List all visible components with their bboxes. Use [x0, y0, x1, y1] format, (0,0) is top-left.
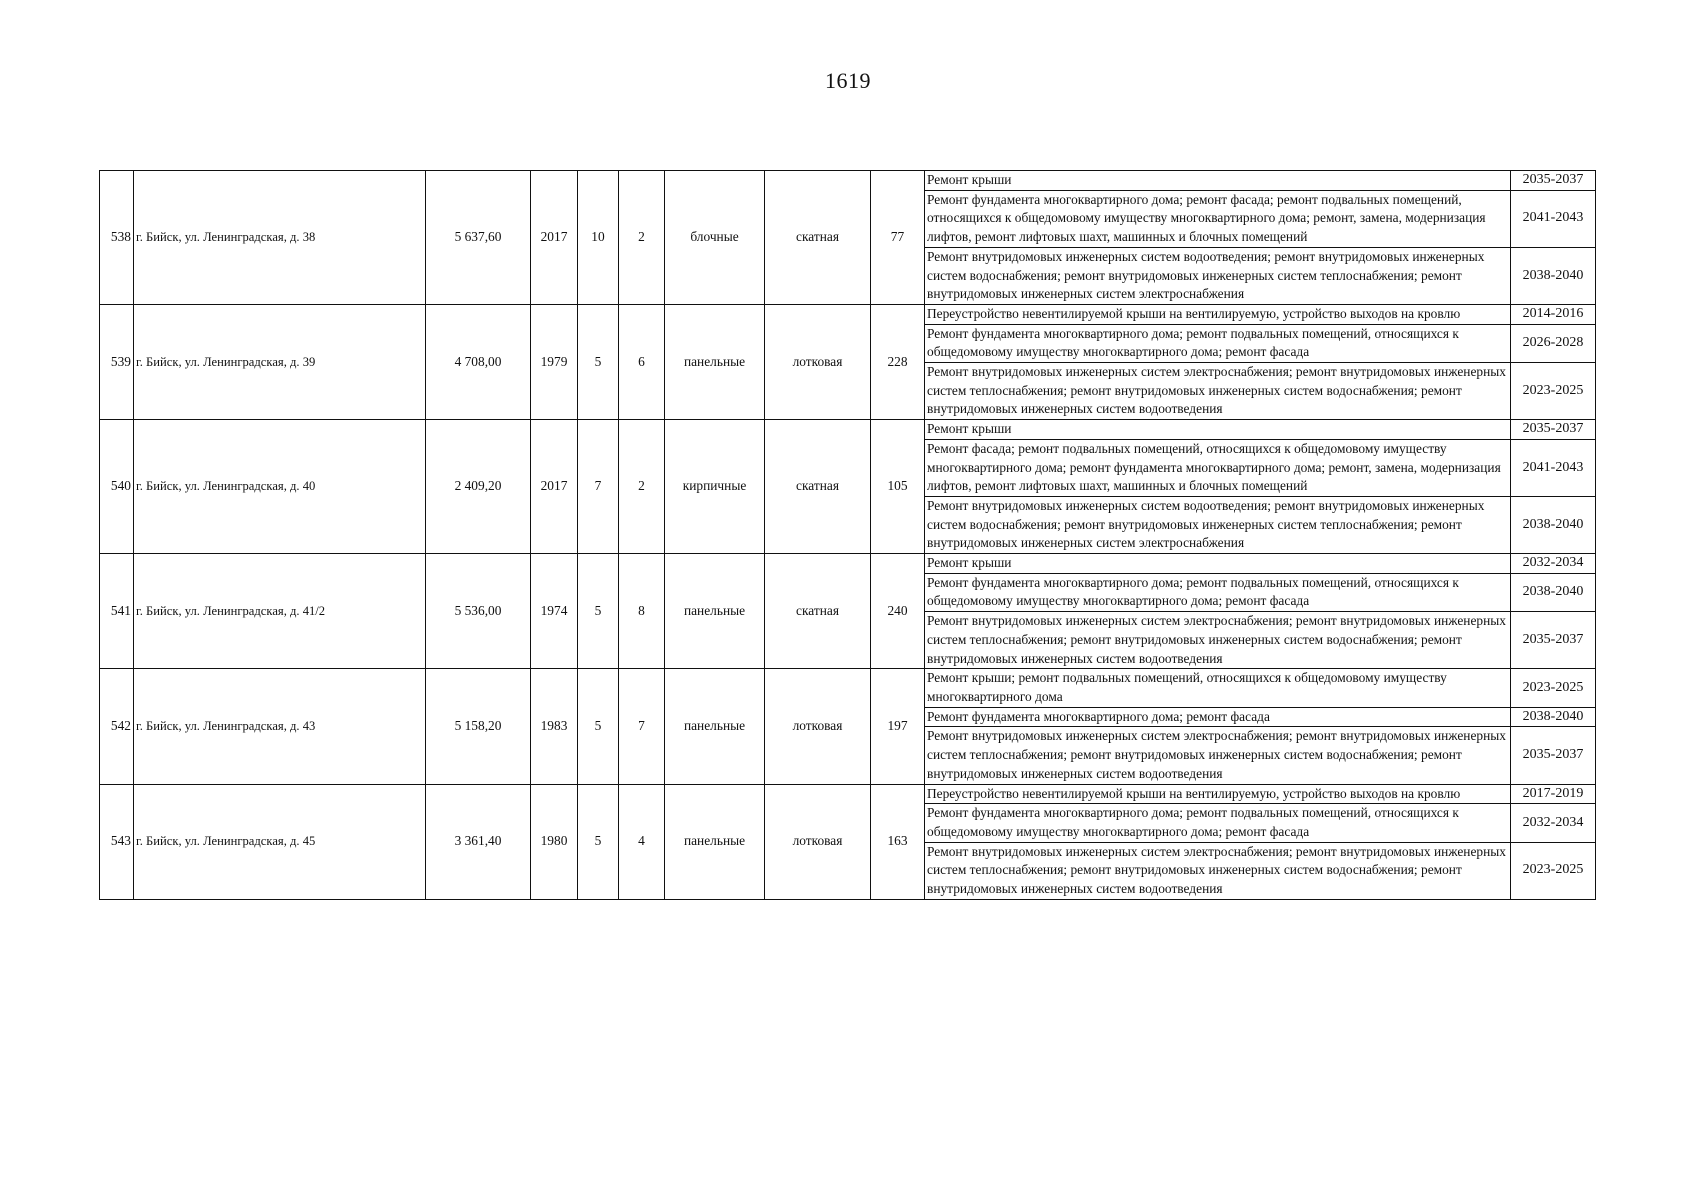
entrances-cell: 8: [619, 554, 665, 669]
work-description-cell: Ремонт фундамента многоквартирного дома; ремонт подвальных помещений, относящихся к общедомовому имуществу многоквартирного дома; ремонт фасада: [925, 324, 1511, 362]
work-period-cell: 2014-2016: [1511, 304, 1596, 324]
entrances-cell: 4: [619, 784, 665, 899]
work-description-cell: Ремонт фасада; ремонт подвальных помещений, относящихся к общедомовому имуществу многоквартирного дома; ремонт фундамента многоквартирного дома; ремонт, замена, модернизация лифтов, ремонт лифтовых шахт, машинных и блочных помещений: [925, 439, 1511, 496]
year-cell: 1979: [531, 304, 578, 419]
entrances-cell: 7: [619, 669, 665, 784]
work-description-cell: Переустройство невентилируемой крыши на вентилируемую, устройство выходов на кровлю: [925, 304, 1511, 324]
work-period-cell: 2035-2037: [1511, 171, 1596, 191]
work-description-cell: Ремонт фундамента многоквартирного дома; ремонт фасада: [925, 707, 1511, 727]
roof-type-cell: лотковая: [765, 669, 871, 784]
year-cell: 1983: [531, 669, 578, 784]
address-cell: г. Бийск, ул. Ленинградская, д. 43: [134, 669, 426, 784]
row-number: 543: [100, 784, 134, 899]
work-period-cell: 2032-2034: [1511, 804, 1596, 842]
table-row: [100, 420, 1596, 440]
wall-material-cell: панельные: [665, 554, 765, 669]
work-description-cell: Ремонт внутридомовых инженерных систем электроснабжения; ремонт внутридомовых инженерных систем теплоснабжения; ремонт внутридомовых инженерных систем водоснабжения; ремонт внутридомовых инженерных систем водоотведения: [925, 363, 1511, 420]
floors-cell: 5: [578, 669, 619, 784]
floors-cell: 5: [578, 554, 619, 669]
floors-cell: 7: [578, 420, 619, 554]
row-number: 540: [100, 420, 134, 554]
year-cell: 2017: [531, 420, 578, 554]
roof-type-cell: лотковая: [765, 784, 871, 899]
work-period-cell: 2023-2025: [1511, 669, 1596, 707]
residents-cell: 228: [871, 304, 925, 419]
work-period-cell: 2038-2040: [1511, 573, 1596, 611]
area-cell: 5 158,20: [426, 669, 531, 784]
row-number: 539: [100, 304, 134, 419]
work-description-cell: Ремонт крыши; ремонт подвальных помещений, относящихся к общедомовому имуществу многоквартирного дома: [925, 669, 1511, 707]
area-cell: 4 708,00: [426, 304, 531, 419]
entrances-cell: 6: [619, 304, 665, 419]
address-cell: г. Бийск, ул. Ленинградская, д. 38: [134, 171, 426, 305]
work-description-cell: Ремонт фундамента многоквартирного дома; ремонт подвальных помещений, относящихся к общедомовому имуществу многоквартирного дома; ремонт фасада: [925, 804, 1511, 842]
table-body: [100, 171, 1596, 900]
work-period-cell: 2038-2040: [1511, 247, 1596, 304]
page-number: 1619: [825, 68, 871, 93]
entrances-cell: 2: [619, 420, 665, 554]
address-cell: г. Бийск, ул. Ленинградская, д. 40: [134, 420, 426, 554]
roof-type-cell: скатная: [765, 171, 871, 305]
table-row: [100, 304, 1596, 324]
work-period-cell: 2023-2025: [1511, 842, 1596, 899]
floors-cell: 5: [578, 304, 619, 419]
wall-material-cell: блочные: [665, 171, 765, 305]
work-description-cell: Ремонт внутридомовых инженерных систем электроснабжения; ремонт внутридомовых инженерных систем теплоснабжения; ремонт внутридомовых инженерных систем водоснабжения; ремонт внутридомовых инженерных систем водоотведения: [925, 842, 1511, 899]
wall-material-cell: панельные: [665, 669, 765, 784]
work-description-cell: Ремонт крыши: [925, 420, 1511, 440]
row-number: 541: [100, 554, 134, 669]
row-number: 542: [100, 669, 134, 784]
table-row: [100, 784, 1596, 804]
year-cell: 1980: [531, 784, 578, 899]
roof-type-cell: лотковая: [765, 304, 871, 419]
residents-cell: 240: [871, 554, 925, 669]
work-period-cell: 2017-2019: [1511, 784, 1596, 804]
capital-repair-table: [99, 170, 1596, 900]
work-period-cell: 2032-2034: [1511, 554, 1596, 574]
floors-cell: 10: [578, 171, 619, 305]
year-cell: 2017: [531, 171, 578, 305]
area-cell: 5 536,00: [426, 554, 531, 669]
work-description-cell: Ремонт внутридомовых инженерных систем электроснабжения; ремонт внутридомовых инженерных систем теплоснабжения; ремонт внутридомовых инженерных систем водоснабжения; ремонт внутридомовых инженерных систем водоотведения: [925, 727, 1511, 784]
residents-cell: 163: [871, 784, 925, 899]
residents-cell: 77: [871, 171, 925, 305]
area-cell: 3 361,40: [426, 784, 531, 899]
work-description-cell: Ремонт внутридомовых инженерных систем водоотведения; ремонт внутридомовых инженерных систем водоснабжения; ремонт внутридомовых инженерных систем теплоснабжения; ремонт внутридомовых инженерных систем электроснабжения: [925, 247, 1511, 304]
address-cell: г. Бийск, ул. Ленинградская, д. 39: [134, 304, 426, 419]
address-cell: г. Бийск, ул. Ленинградская, д. 41/2: [134, 554, 426, 669]
roof-type-cell: скатная: [765, 554, 871, 669]
floors-cell: 5: [578, 784, 619, 899]
work-period-cell: 2035-2037: [1511, 727, 1596, 784]
work-period-cell: 2038-2040: [1511, 707, 1596, 727]
wall-material-cell: панельные: [665, 784, 765, 899]
entrances-cell: 2: [619, 171, 665, 305]
table-row: [100, 554, 1596, 574]
work-description-cell: Ремонт крыши: [925, 171, 1511, 191]
work-period-cell: 2035-2037: [1511, 612, 1596, 669]
work-period-cell: 2038-2040: [1511, 496, 1596, 553]
work-description-cell: Ремонт внутридомовых инженерных систем водоотведения; ремонт внутридомовых инженерных систем водоснабжения; ремонт внутридомовых инженерных систем теплоснабжения; ремонт внутридомовых инженерных систем электроснабжения: [925, 496, 1511, 553]
work-description-cell: Ремонт фундамента многоквартирного дома; ремонт подвальных помещений, относящихся к общедомовому имуществу многоквартирного дома; ремонт фасада: [925, 573, 1511, 611]
residents-cell: 105: [871, 420, 925, 554]
work-description-cell: Переустройство невентилируемой крыши на вентилируемую, устройство выходов на кровлю: [925, 784, 1511, 804]
wall-material-cell: панельные: [665, 304, 765, 419]
area-cell: 5 637,60: [426, 171, 531, 305]
work-description-cell: Ремонт внутридомовых инженерных систем электроснабжения; ремонт внутридомовых инженерных систем теплоснабжения; ремонт внутридомовых инженерных систем водоснабжения; ремонт внутридомовых инженерных систем водоотведения: [925, 612, 1511, 669]
roof-type-cell: скатная: [765, 420, 871, 554]
table-row: [100, 669, 1596, 707]
work-period-cell: 2026-2028: [1511, 324, 1596, 362]
work-description-cell: Ремонт фундамента многоквартирного дома; ремонт фасада; ремонт подвальных помещений, относящихся к общедомовому имуществу многоквартирного дома; ремонт, замена, модернизация лифтов, ремонт лифтовых шахт, машинных и блочных помещений: [925, 190, 1511, 247]
work-period-cell: 2041-2043: [1511, 190, 1596, 247]
work-period-cell: 2035-2037: [1511, 420, 1596, 440]
residents-cell: 197: [871, 669, 925, 784]
table-row: [100, 171, 1596, 191]
work-period-cell: 2041-2043: [1511, 439, 1596, 496]
wall-material-cell: кирпичные: [665, 420, 765, 554]
address-cell: г. Бийск, ул. Ленинградская, д. 45: [134, 784, 426, 899]
work-period-cell: 2023-2025: [1511, 363, 1596, 420]
year-cell: 1974: [531, 554, 578, 669]
row-number: 538: [100, 171, 134, 305]
area-cell: 2 409,20: [426, 420, 531, 554]
work-description-cell: Ремонт крыши: [925, 554, 1511, 574]
